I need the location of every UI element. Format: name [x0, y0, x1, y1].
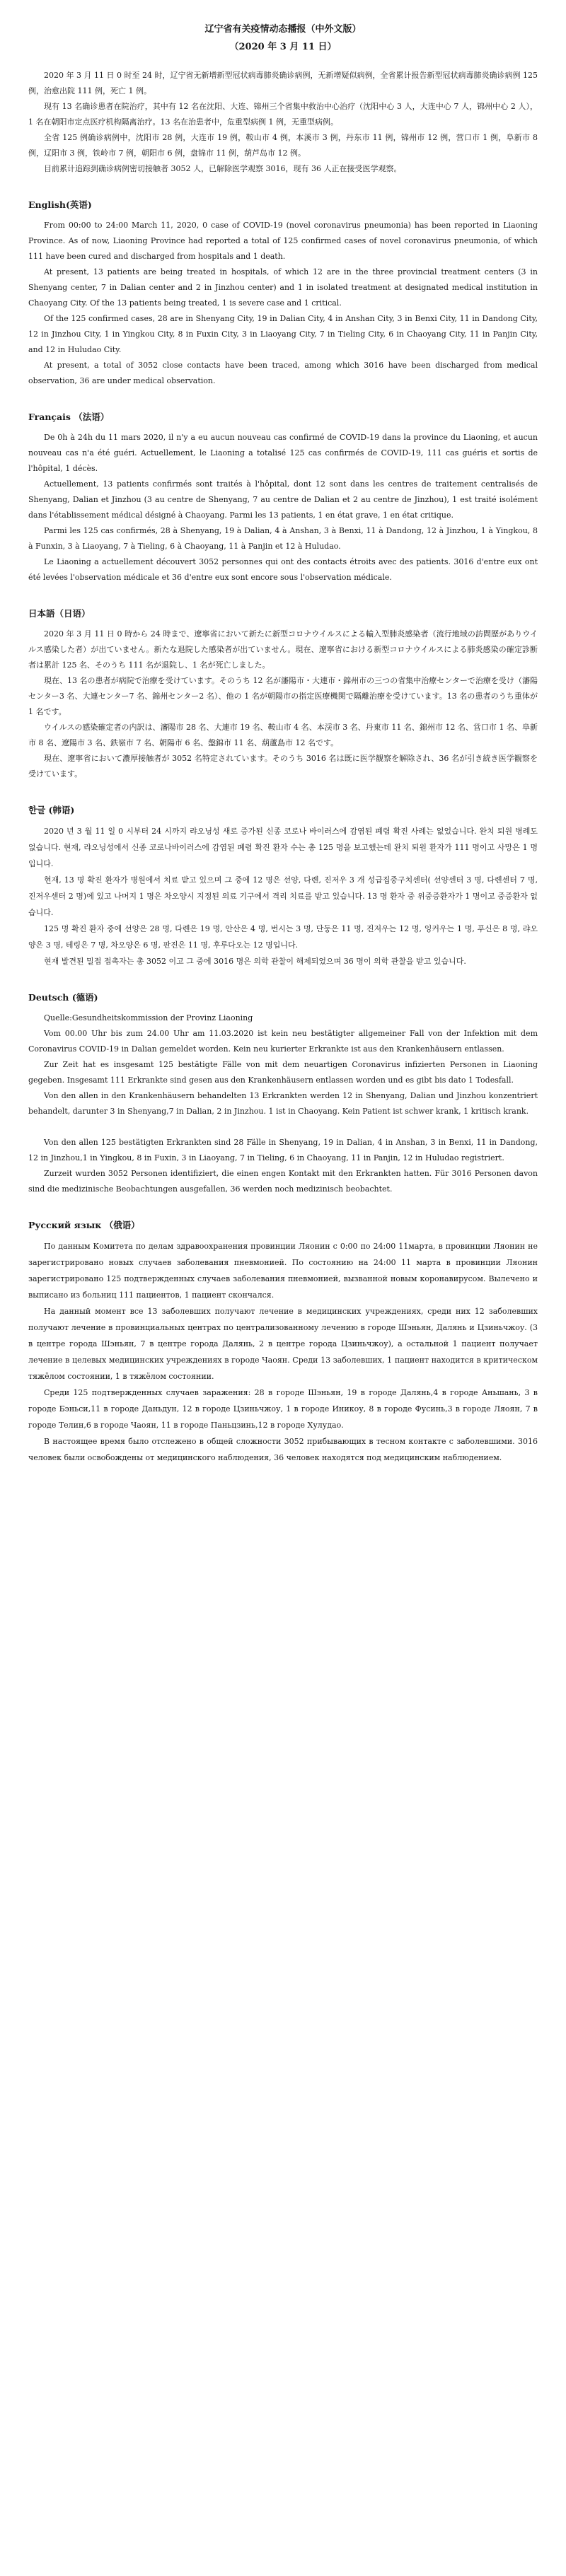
paragraph: 125 명 확진 환자 중에 선양은 28 명, 다롄은 19 명, 안산은 4 명, 번시는 3 명, 단둥은 11 명, 진저우는 12 명, 잉커우는 1 명, 푸신은 8 명, 랴오양은 3 명, 테링은 7 명, 차오양은 6 명, 판진은 11 명, 후루다오는 12 명입니다. — [28, 924, 538, 950]
paragraph: From 00:00 to 24:00 March 11, 2020, 0 case of COVID-19 (novel coronavirus pneumonia) has been reported in Liaoning Province. As of now, Liaoning Province had reported a total of 125 confirmed cases of novel coronavirus pneumonia, of which 111 have been cured and discharged from hospitals and 1 death. — [28, 221, 538, 261]
paragraph: 現在、13 名の患者が病院で治療を受けています。そのうち 12 名が瀋陽市・大連市・錦州市の三つの省集中治療センターで治療を受け（瀋陽センター3 名、大連センター7 名、錦州センター2 名）、他の 1 名が朝陽市の指定医療機関で隔離治療を受けています。13 名の患者のうち重体が 1 名です。 — [28, 676, 538, 716]
paragraph: Среди 125 подтвержденных случаев заражения: 28 в городе Шэньян, 19 в городе Далянь,4 в городе Аньшань, 3 в городе Бэньси,11 в городе Даньдун, 12 в городе Цзиньчжоу, 1 в городе Иникоу, 8 в городе Фусинь,3 в городе Ляоян, 7 в городе Телин,6 в городе Чаоян, 11 в городе Паньцзинь,12 в городе Хулудао. — [28, 1388, 538, 1430]
section-heading: English(英语) — [28, 199, 92, 210]
section-french — [28, 410, 538, 585]
paragraph: 現在、遼寧省において濃厚接触者が 3052 名特定されています。そのうち 3016 名は既に医学観察を解除され、36 名が引き続き医学観察を受けています。 — [28, 754, 538, 779]
paragraph: По данным Комитета по делам здравоохранения провинции Ляонин с 0:00 по 24:00 11марта, в провинции Ляонин не зарегистрировано новых случаев заболевания пневмонией. По состоянию на 24:00 11 марта в провинции Ляонин зарегистрировано 125 подтвержденных случаев заболевания пневмонией, вызванной новым коронавирусом. Вылечено и выписано из больниц 111 пациентов, 1 пациент скончался. — [28, 1242, 538, 1300]
section-heading: 한글 (韩语) — [28, 805, 75, 815]
paragraph: 현재, 13 명 확진 환자가 병원에서 치료 받고 있으며 그 중에 12 명은 선양, 다롄, 진저우 3 개 성급집중구치센터( 선양센터 3 명, 다롄센터 7 명, 진저우센터 2 명)에 있고 나머지 1 명은 차오양시 지정된 의료 기구에서 격리 치료를 받고 있습니다. 13 명 환자 중 위중증환자가 1 명이고 중증환자 없습니다. — [28, 875, 538, 917]
paragraph: На данный момент все 13 заболевших получают лечение в медицинских учреждениях, среди них 12 заболевших получают лечение в провинциальных центрах по централизованному лечению в городе Шэньян, Далянь и Цзиньчжоу. (3 в центре города Шэньян, 7 в центре города Далянь, 2 в центре города Цзиньчжоу), а остальной 1 пациент получает лечение в целевых медицинских учреждениях в городе Чаоян. Среди 13 заболевших, 1 пациент находится в критическом тяжёлом состоянии, 1 в тяжёлом состоянии. — [28, 1307, 538, 1381]
paragraph: Zur Zeit hat es insgesamt 125 bestätigte Fälle von mit dem neuartigen Coronavirus infizierten Personen in Liaoning gegeben. Insgesamt 111 Erkrankte sind gesen aus den Krankenhäusern entlassen worden und es gibt bis dato 1 Todesfall. — [28, 1060, 538, 1085]
bulletin-page — [28, 0, 538, 1466]
paragraph: Actuellement, 13 patients confirmés sont traités à l'hôpital, dont 12 sont dans les centres de traitement centralisés de Shenyang, Dalian et Jinzhou (3 au centre de Shenyang, 7 au centre de Dalian et 2 au centre de Jinzhou), 1 est traité isolément dans l'établissement médical désigné à Chaoyang. Parmi les 13 patients, 1 en état grave, 1 en état critique. — [28, 479, 538, 520]
section-english — [28, 198, 538, 389]
paragraph: 2020 年 3 月 11 日 0 时至 24 时，辽宁省无新增新型冠状病毒肺炎确诊病例，无新增疑似病例，全省累计报告新型冠状病毒肺炎确诊病例 125 例，治愈出院 111 例，死亡 1 例。 — [28, 71, 538, 95]
paragraph: Of the 125 confirmed cases, 28 are in Shenyang City, 19 in Dalian City, 4 in Anshan City, 3 in Benxi City, 11 in Dandong City, 12 in Jinzhou City, 1 in Yingkou City, 8 in Fuxin City, 3 in Liaoyang City, 7 in Tieling City, 6 in Chaoyang City, 11 in Panjin City, and 12 in Huludao City. — [28, 314, 538, 354]
spacer — [28, 1119, 538, 1135]
page-date: （2020 年 3 月 11 日） — [229, 42, 337, 52]
paragraph: 현재 발견된 밀접 접촉자는 총 3052 이고 그 중에 3016 명은 의학 관찰이 해제되었으며 36 명이 의학 관찰을 받고 있습니다. — [44, 957, 466, 966]
paragraph: Zurzeit wurden 3052 Personen identifiziert, die einen engen Kontakt mit den Erkrankten hatten. Für 3016 Personen davon sind die medizinische Beobachtungen ausgefallen, 36 werden noch medizinisch beobachtet. — [28, 1169, 538, 1194]
source-line: Quelle:Gesundheitskommission der Provinz Liaoning — [44, 1013, 253, 1022]
paragraph: Von den allen 125 bestätigten Erkrankten sind 28 Fälle in Shenyang, 19 in Dalian, 4 in Anshan, 3 in Benxi, 11 in Dandong, 12 in Jinzhou,1 in Yingkou, 8 in Fuxin, 3 in Liaoyang, 7 in Tieling, 6 in Chaoyang, 11 in Panjin, 12 in Huludao registriert. — [28, 1138, 538, 1162]
paragraph: Von den allen in den Krankenhäusern behandelten 13 Erkrankten werden 12 in Shenyang, Dalian und Jinzhou konzentriert behandelt, darunter 3 in Shenyang,7 in Dalian, 2 in Jinzhou. 1 ist in Chaoyang. Kein Patient ist schwer krank, 1 kritisch krank. — [28, 1091, 538, 1116]
paragraph: ウイルスの感染確定者の内訳は、瀋陽市 28 名、大連市 19 名、鞍山市 4 名、本渓市 3 名、丹東市 11 名、錦州市 12 名、営口市 1 名、阜新市 8 名、遼陽市 3 名、鉄嶺市 7 名、朝陽市 6 名、盤錦市 11 名、葫蘆島市 12 名です。 — [28, 723, 538, 747]
paragraph: 2020 년 3 월 11 일 0 시부터 24 시까지 랴오닝성 새로 증가된 신종 코로나 바이러스에 감염된 폐렴 확진 사례는 없었습니다. 완치 퇴원 병례도 없습니다. 현재, 랴오닝성에서 신종 코로나바이러스에 감염된 폐렴 확진 환자 수는 총 125 명을 보고했는데 완치 퇴원 환자가 111 명이고 사망은 1 명입니다. — [28, 827, 538, 868]
paragraph: 2020 年 3 月 11 日 0 時から 24 時まで、遼寧省において新たに新型コロナウイルスによる輸入型肺炎感染者（流行地域の訪問歴がありウイルス感染した者）が出ていません。新たな退院した感染者が出ていません。現在、遼寧省における新型コロナウイルスによる肺炎感染の確定診断者は累計 125 名、そのうち 111 名が退院し、1 名が死亡しました。 — [28, 629, 538, 670]
page-title: 辽宁省有关疫情动态播报（中外文版） — [204, 24, 362, 35]
paragraph: Parmi les 125 cas confirmés, 28 à Shenyang, 19 à Dalian, 4 à Anshan, 3 à Benxi, 11 à Dandong, 12 à Jinzhou, 1 à Yingkou, 8 à Funxin, 3 à Liaoyang, 7 à Tieling, 6 à Chaoyang, 11 à Panjin et 12 à Huludao. — [28, 526, 538, 551]
section-russian — [28, 1218, 538, 1466]
section-heading: Русский язык （俄语） — [28, 1220, 140, 1230]
section-heading: 日本語（日语） — [28, 608, 91, 619]
paragraph: Le Liaoning a actuellement découvert 3052 personnes qui ont des contacts étroits avec des patients. 3016 d'entre eux ont été levées l'observation médicale et 36 d'entre eux sont encore sous l'observation médicale. — [28, 557, 538, 582]
paragraph: В настоящее время было отслежено в общей сложности 3052 прибывающих в тесном контакте с заболевшими. 3016 человек были освобождены от медицинского наблюдения, 36 человек находятся под медицинским наблюдением. — [28, 1437, 538, 1462]
paragraph: 全省 125 例确诊病例中，沈阳市 28 例，大连市 19 例，鞍山市 4 例，本溪市 3 例，丹东市 11 例，锦州市 12 例，营口市 1 例，阜新市 8 例，辽阳市 3 例，铁岭市 7 例，朝阳市 6 例，盘锦市 11 例，葫芦岛市 12 例。 — [28, 133, 538, 158]
section-chinese — [28, 68, 538, 177]
section-heading: Français （法语） — [28, 412, 110, 422]
paragraph: 目前累计追踪到确诊病例密切接触者 3052 人，已解除医学观察 3016，现有 36 人正在接受医学观察。 — [44, 164, 402, 173]
section-german — [28, 991, 538, 1197]
paragraph: At present, a total of 3052 close contacts have been traced, among which 3016 have been discharged from medical observation, 36 are under medical observation. — [28, 361, 538, 385]
section-japanese — [28, 607, 538, 782]
paragraph: Vom 00.00 Uhr bis zum 24.00 Uhr am 11.03.2020 ist kein neu bestätigter allgemeiner Fall von der Infektion mit dem Coronavirus COVID-19 in Dalian gemeldet worden. Kein neu kurierter Erkrankte ist aus den Krankenhäusern entlassen. — [28, 1029, 538, 1054]
paragraph: De 0h à 24h du 11 mars 2020, il n'y a eu aucun nouveau cas confirmé de COVID-19 dans la province du Liaoning, et aucun nouveau cas n'a été guéri. Actuellement, le Liaoning a totalisé 125 cas confirmés de COVID-19, 111 cas guéris et sortis de l'hôpital, 1 décès. — [28, 433, 538, 473]
paragraph: At present, 13 patients are being treated in hospitals, of which 12 are in the three provincial treatment centers (3 in Shenyang center, 7 in Dalian center and 2 in Jinzhou center) and 1 in isolated treatment at designated medical institution in Chaoyang City. Of the 13 patients being treated, 1 is severe case and 1 critical. — [28, 267, 538, 308]
section-korean — [28, 803, 538, 969]
paragraph: 现有 13 名确诊患者在院治疗，其中有 12 名在沈阳、大连、锦州三个省集中救治中心治疗（沈阳中心 3 人，大连中心 7 人，锦州中心 2 人），1 名在朝阳市定点医疗机构隔离治疗。13 名在治患者中，危重型病例 1 例，无重型病例。 — [28, 102, 538, 127]
section-heading: Deutsch (德语) — [28, 992, 98, 1003]
